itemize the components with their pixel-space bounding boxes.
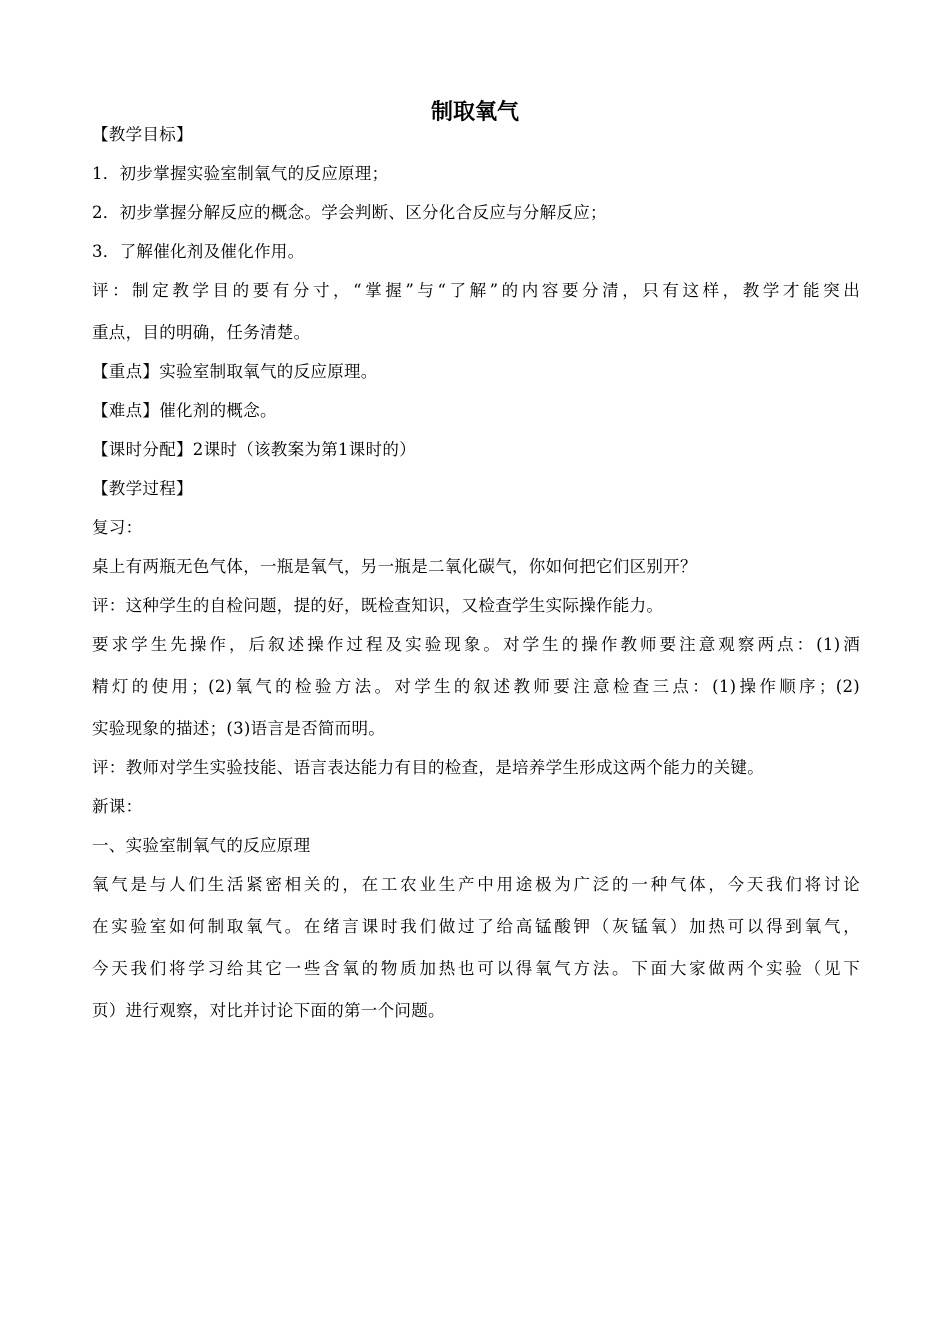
key-point: 【重点】实验室制取氧气的反应原理。	[92, 362, 378, 381]
comment-review: 评：这种学生的自检问题，提的好，既检查知识，又检查学生实际操作能力。	[92, 596, 664, 615]
heading-teaching-goals: 【教学目标】	[92, 125, 193, 144]
principle-paragraph-line-2: 在实验室如何制取氧气。在绪言课时我们做过了给高锰酸钾（灰锰氧）加热可以得到氧气，	[92, 917, 860, 936]
new-lesson-label: 新课：	[92, 797, 143, 816]
operation-requirements-line-1: 要求学生先操作，后叙述操作过程及实验现象。对学生的操作教师要注意观察两点：(1)酒	[92, 635, 860, 654]
goal-item-3: 3．了解催化剂及催化作用。	[92, 242, 305, 261]
goal-item-2: 2．初步掌握分解反应的概念。学会判断、区分化合反应与分解反应；	[92, 203, 607, 222]
comment-goals-line-1: 评：制定教学目的要有分寸，“掌握”与“了解”的内容要分清，只有这样，教学才能突出	[92, 281, 860, 300]
operation-requirements-line-3: 实验现象的描述；(3)语言是否简而明。	[92, 719, 386, 738]
operation-requirements	[92, 634, 860, 739]
comment-goals	[92, 280, 860, 343]
heading-teaching-process: 【教学过程】	[92, 479, 193, 498]
principle-paragraph-line-3: 今天我们将学习给其它一些含氧的物质加热也可以得氧气方法。下面大家做两个实验（见下	[92, 959, 860, 978]
principle-paragraph	[92, 874, 860, 1021]
principle-paragraph-line-4: 页）进行观察，对比并讨论下面的第一个问题。	[92, 1001, 445, 1020]
goal-item-1: 1．初步掌握实验室制氧气的反应原理；	[92, 164, 389, 183]
comment-skills: 评：教师对学生实验技能、语言表达能力有目的检查，是培养学生形成这两个能力的关键。	[92, 758, 764, 777]
principle-paragraph-line-1: 氧气是与人们生活紧密相关的，在工农业生产中用途极为广泛的一种气体，今天我们将讨论	[92, 875, 860, 894]
document-body	[92, 124, 860, 1021]
document-title: 制取氧气	[430, 100, 519, 125]
lesson-allocation: 【课时分配】2课时（该教案为第1课时的）	[92, 440, 416, 459]
comment-goals-line-2: 重点，目的明确，任务清楚。	[92, 323, 311, 342]
review-question: 桌上有两瓶无色气体，一瓶是氧气，另一瓶是二氧化碳气，你如何把它们区别开？	[92, 557, 697, 576]
review-label: 复习：	[92, 518, 143, 537]
section-heading-principle: 一、实验室制氧气的反应原理	[92, 836, 311, 855]
operation-requirements-line-2: 精灯的使用；(2)氧气的检验方法。对学生的叙述教师要注意检查三点：(1)操作顺序；(2)	[92, 677, 860, 696]
difficult-point: 【难点】催化剂的概念。	[92, 401, 277, 420]
